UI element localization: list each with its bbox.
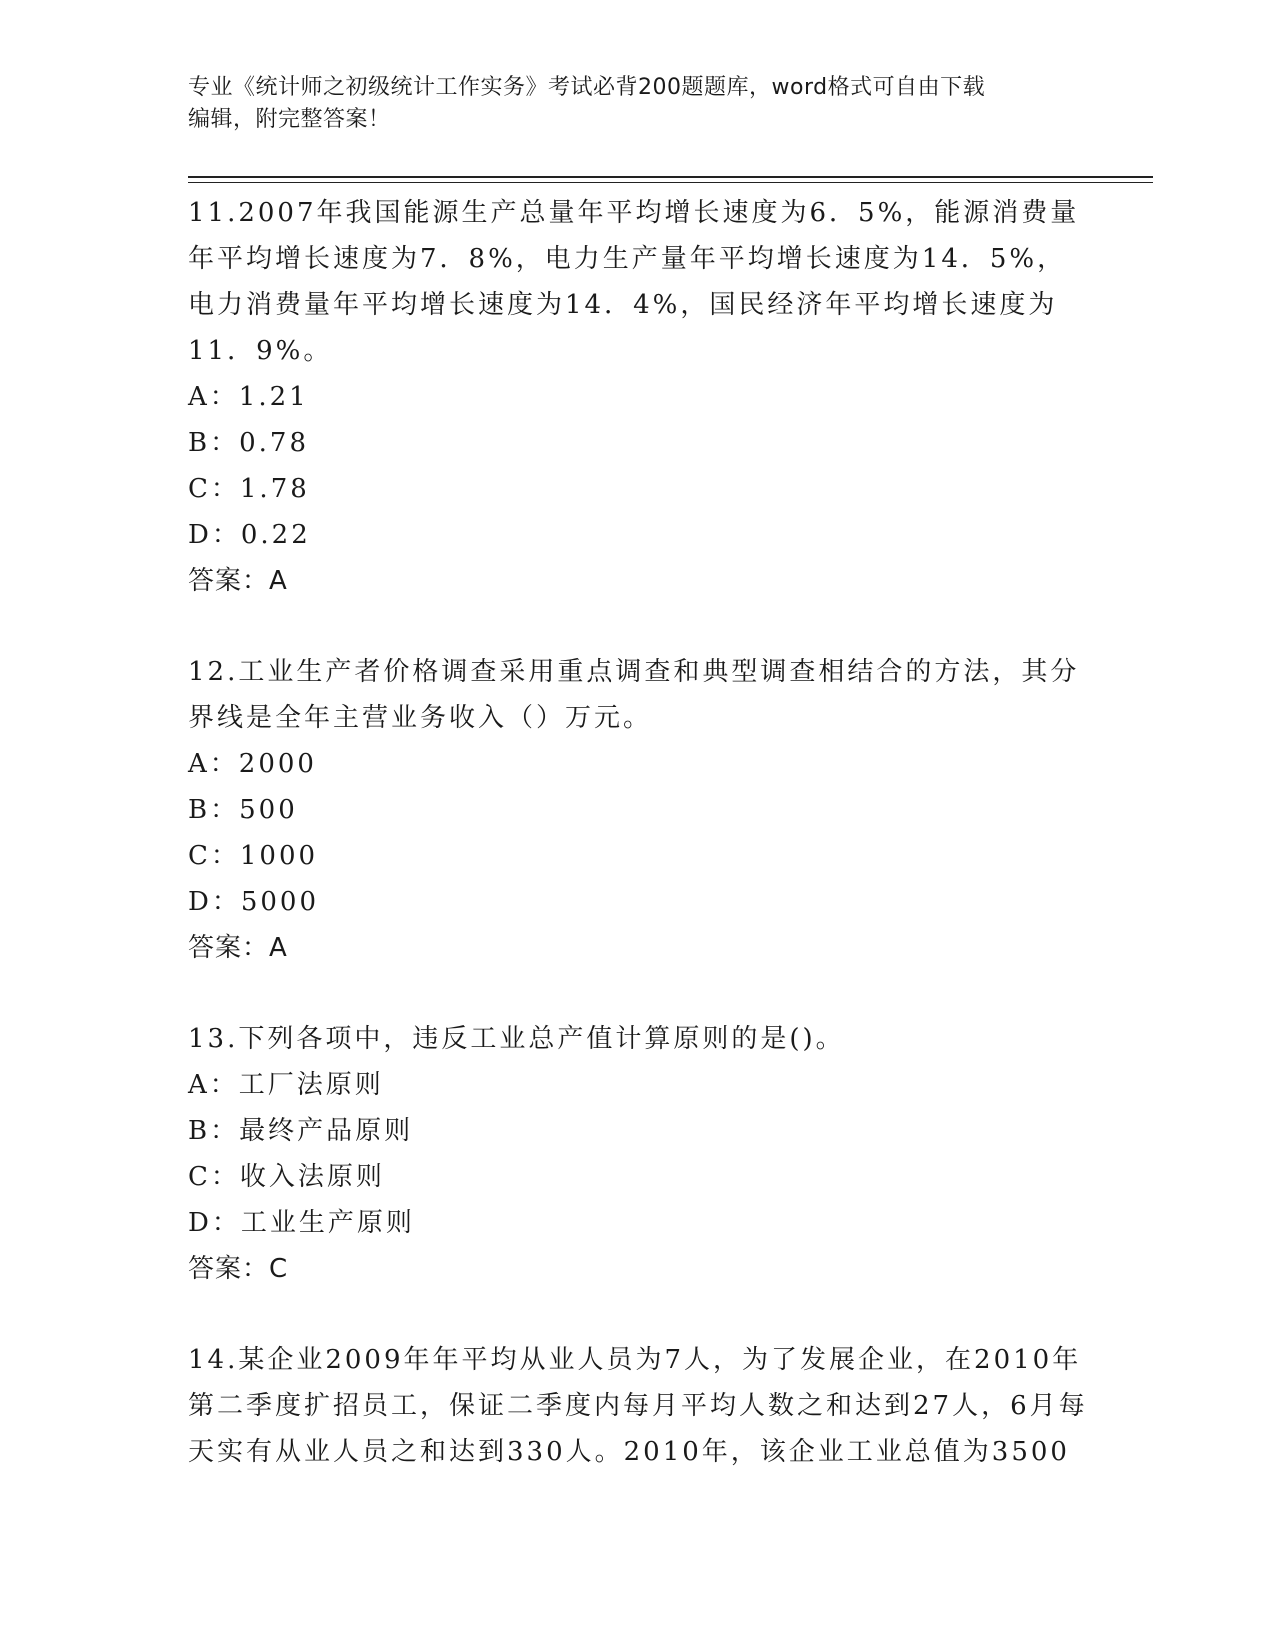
question-text: 14.某企业2009年年平均从业人员为7人，为了发展企业，在2010年第二季度扩招员工，保证二季度内每月平均人数之和达到27人，6月每天实有从业人员之和达到330人。2010年，该企业工业总值为3500 bbox=[188, 1345, 1088, 1467]
question-list bbox=[188, 190, 1088, 1520]
question-text: 11.2007年我国能源生产总量年平均增长速度为6．5%，能源消费量年平均增长速度为7．8%，电力生产量年平均增长速度为14．5%，电力消费量年平均增长速度为14．4%，国民经济年平均增长速度为11．9%。 bbox=[188, 198, 1080, 366]
question-13 bbox=[188, 1016, 1088, 1292]
option-a: A：2000 bbox=[188, 749, 317, 779]
option-d: D：0.22 bbox=[188, 520, 311, 550]
question-11 bbox=[188, 190, 1088, 604]
answer: 答案：C bbox=[188, 1254, 289, 1284]
option-c: C：1.78 bbox=[188, 474, 310, 504]
question-12 bbox=[188, 649, 1088, 971]
answer: 答案：A bbox=[188, 566, 288, 596]
header-rule-thin bbox=[188, 182, 1153, 183]
question-14 bbox=[188, 1337, 1088, 1475]
header-title-line-1: 专业《统计师之初级统计工作实务》考试必背200题题库，word格式可自由下载 bbox=[188, 75, 986, 100]
option-b: B：最终产品原则 bbox=[188, 1116, 414, 1146]
question-text: 13.下列各项中，违反工业总产值计算原则的是()。 bbox=[188, 1024, 845, 1054]
option-d: D：5000 bbox=[188, 887, 320, 917]
question-text: 12.工业生产者价格调查采用重点调查和典型调查相结合的方法，其分界线是全年主营业务收入（）万元。 bbox=[188, 657, 1080, 733]
option-a: A：工厂法原则 bbox=[188, 1070, 384, 1100]
option-d: D：工业生产原则 bbox=[188, 1208, 415, 1238]
option-c: C：收入法原则 bbox=[188, 1162, 385, 1192]
header-title-line-2: 编辑，附完整答案！ bbox=[188, 107, 391, 132]
option-b: B：0.78 bbox=[188, 428, 309, 458]
option-a: A：1.21 bbox=[188, 382, 309, 412]
option-c: C：1000 bbox=[188, 841, 319, 871]
answer: 答案：A bbox=[188, 933, 288, 963]
header-rule-thick bbox=[188, 176, 1153, 178]
option-b: B：500 bbox=[188, 795, 298, 825]
document-header bbox=[188, 72, 1088, 136]
